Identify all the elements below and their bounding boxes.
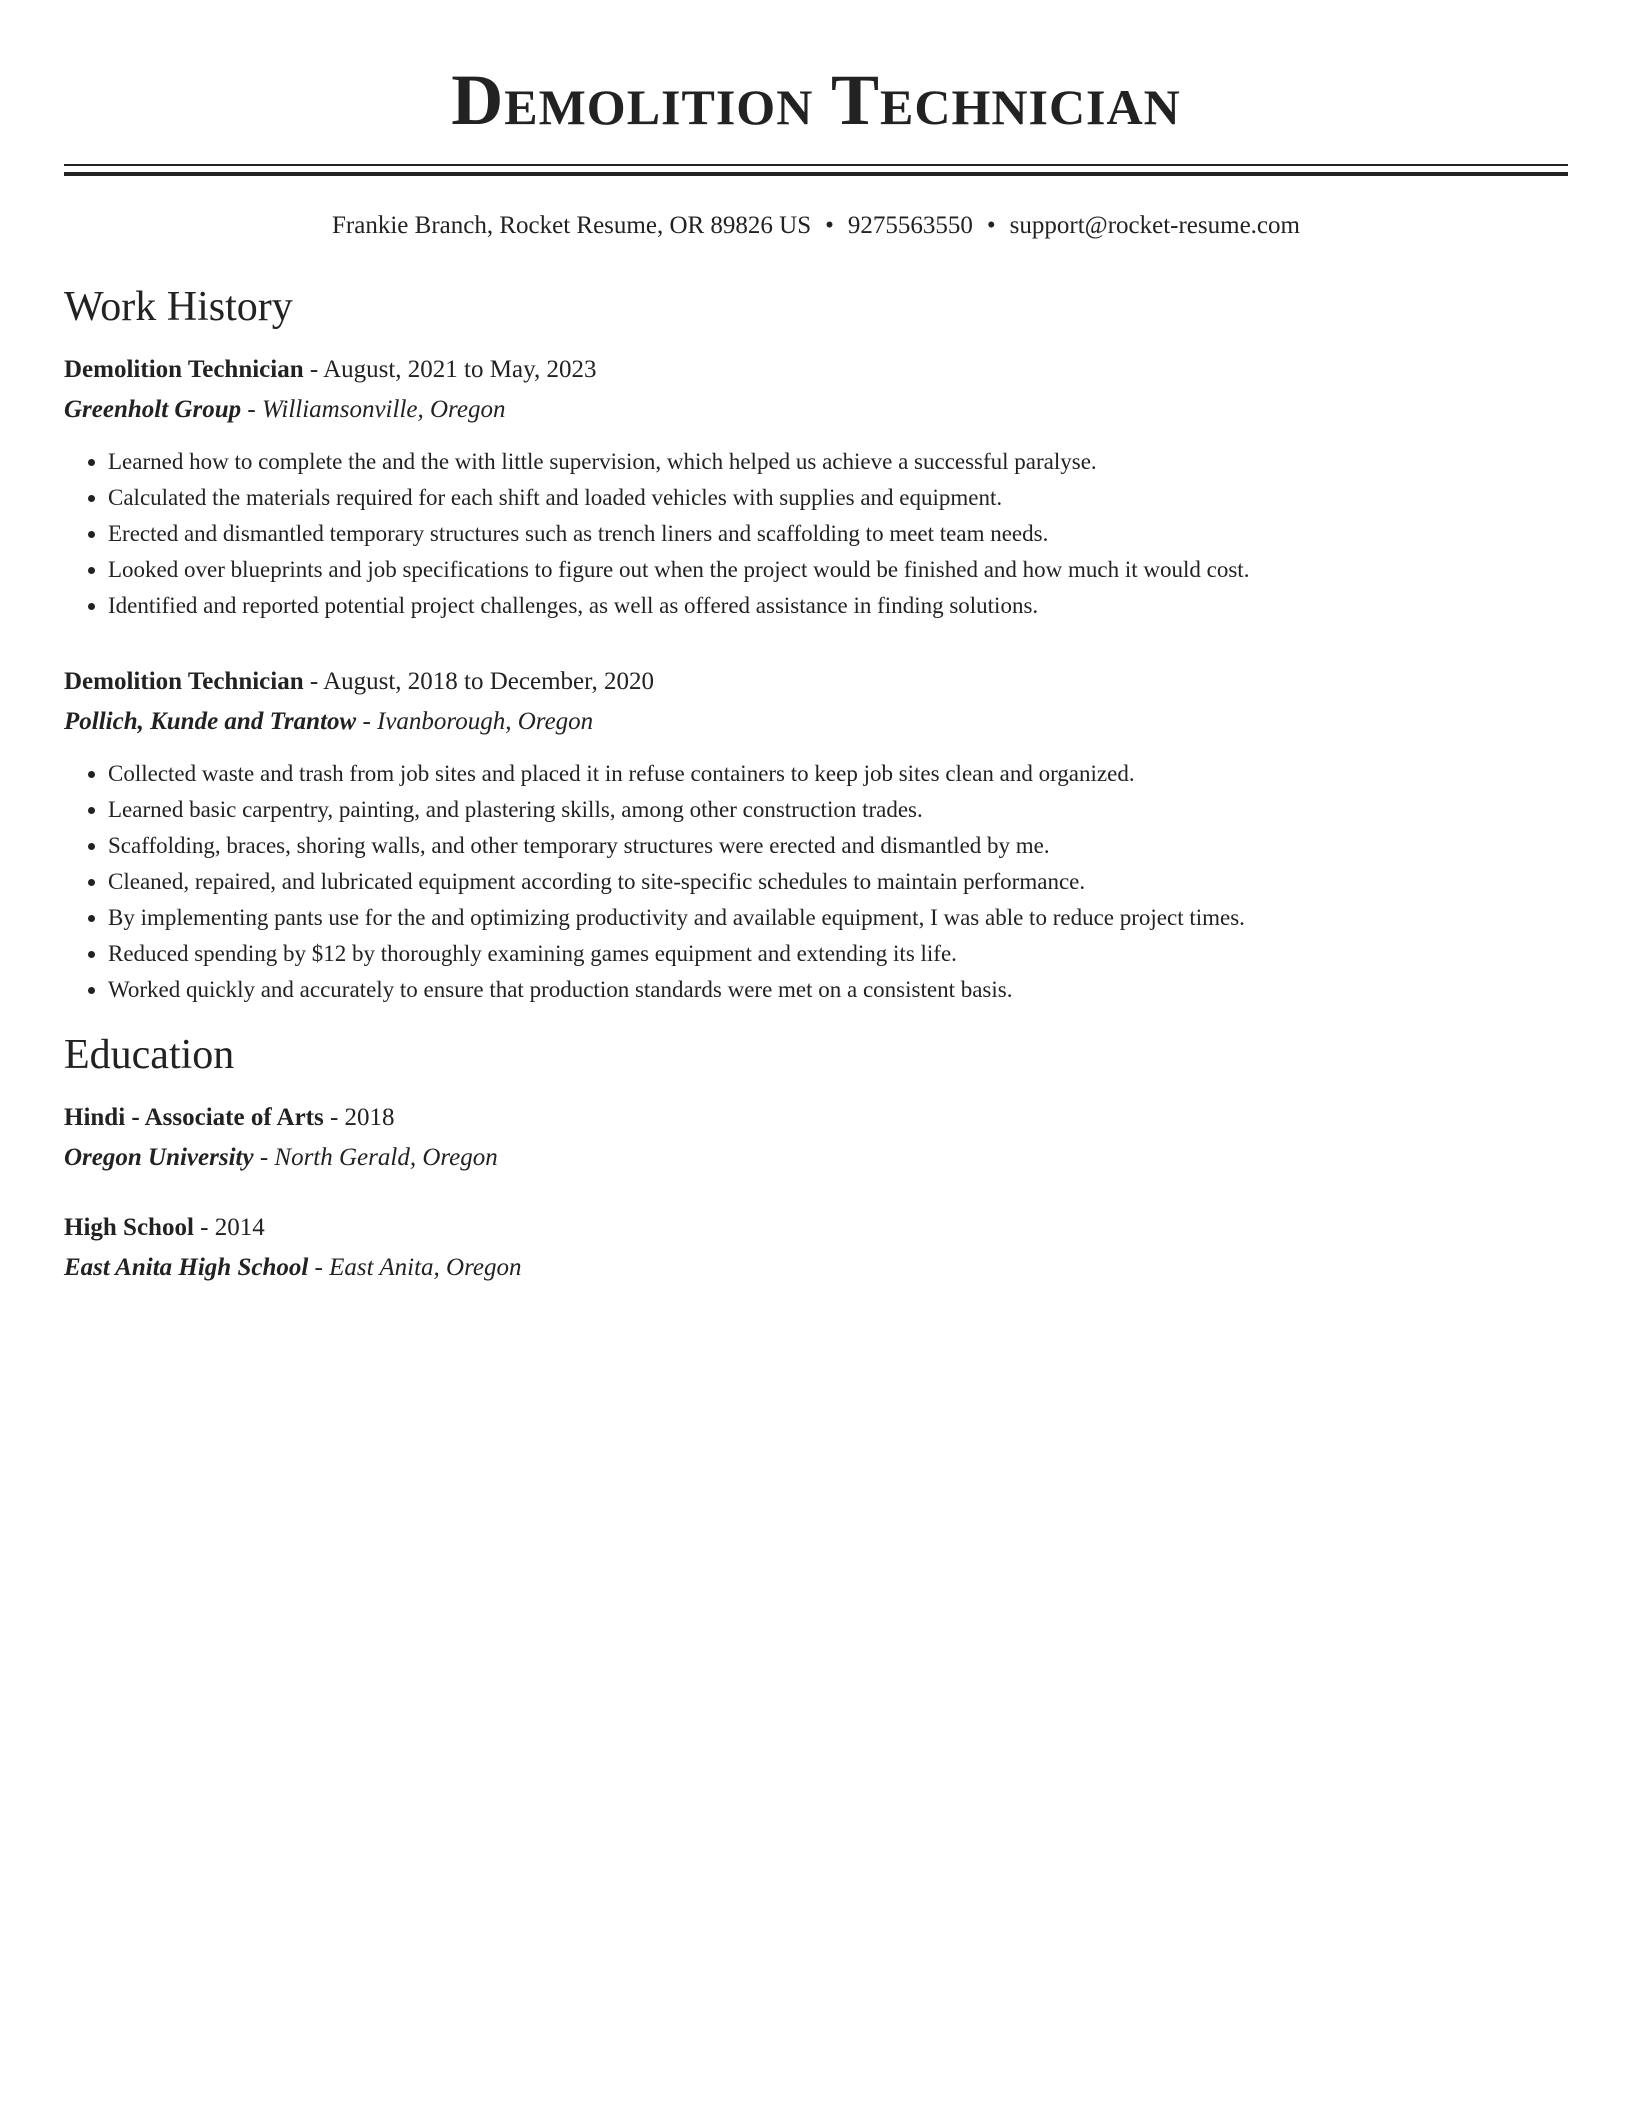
education-degree: Hindi - Associate of Arts <box>64 1104 324 1131</box>
job-company: Pollich, Kunde and Trantow <box>64 708 357 735</box>
education-entry <box>64 1212 1568 1284</box>
job-bullet: • Scaffolding, braces, shoring walls, and other temporary structures were erected and dismantled by me. <box>108 828 1568 864</box>
job-location: - Ivanborough, Oregon <box>362 708 594 735</box>
divider-thick-line <box>64 172 1568 176</box>
contact-line <box>64 210 1568 242</box>
education-school-line <box>64 1252 1568 1284</box>
job-company: Greenholt Group <box>64 396 242 423</box>
job-bullet: • Worked quickly and accurately to ensure that production standards were met on a consistent basis. <box>108 972 1568 1008</box>
contact-separator: • <box>986 212 996 239</box>
education-year: - 2014 <box>200 1214 265 1241</box>
job-bullet: • Identified and reported potential project challenges, as well as offered assistance in finding solutions. <box>108 588 1568 624</box>
job-bullet: • Looked over blueprints and job specifications to figure out when the project would be finished and how much it would cost. <box>108 552 1568 588</box>
job-bullet: • Cleaned, repaired, and lubricated equipment according to site-specific schedules to maintain performance. <box>108 864 1568 900</box>
education-school: Oregon University <box>64 1144 254 1171</box>
job-entry <box>64 666 1568 1008</box>
job-bullet-list <box>64 444 1568 624</box>
job-employer <box>64 394 1568 426</box>
job-location: - Williamsonville, Oregon <box>247 396 506 423</box>
job-heading <box>64 354 1568 386</box>
job-bullet: • Reduced spending by $12 by thoroughly examining games equipment and extending its life. <box>108 936 1568 972</box>
job-role: Demolition Technician <box>64 668 304 695</box>
header-divider <box>64 164 1568 176</box>
contact-email: support@rocket-resume.com <box>1009 212 1300 239</box>
education-location: - North Gerald, Oregon <box>259 1144 498 1171</box>
job-bullet-list <box>64 756 1568 1008</box>
job-entry <box>64 354 1568 624</box>
education-school: East Anita High School <box>64 1254 309 1281</box>
education-heading <box>64 1212 1568 1244</box>
contact-phone: 9275563550 <box>847 212 973 239</box>
divider-thin-line <box>64 164 1568 166</box>
section-title-education: Education <box>64 1032 235 1078</box>
resume-name: Demolition Technician <box>451 60 1181 140</box>
job-bullet: • Learned how to complete the and the with little supervision, which helped us achieve a successful paralyse. <box>108 444 1568 480</box>
education-entry <box>64 1102 1568 1174</box>
contact-separator: • <box>825 212 834 239</box>
job-dates: - August, 2021 to May, 2023 <box>309 356 597 383</box>
job-employer <box>64 706 1568 738</box>
education-year: - 2018 <box>329 1104 395 1131</box>
education-school-line <box>64 1142 1568 1174</box>
job-bullet: • By implementing pants use for the and optimizing productivity and available equipment, I was able to reduce project times. <box>108 900 1568 936</box>
education-degree: High School <box>64 1214 194 1241</box>
job-heading <box>64 666 1568 698</box>
job-role: Demolition Technician <box>64 356 304 383</box>
job-dates: - August, 2018 to December, 2020 <box>309 668 654 695</box>
job-bullet: • Learned basic carpentry, painting, and plastering skills, among other construction trades. <box>108 792 1568 828</box>
job-bullet: • Collected waste and trash from job sites and placed it in refuse containers to keep job sites clean and organized. <box>108 756 1568 792</box>
education-location: - East Anita, Oregon <box>314 1254 522 1281</box>
contact-address: Frankie Branch, Rocket Resume, OR 89826 US <box>332 212 812 239</box>
section-title-work-history: Work History <box>64 284 293 330</box>
job-bullet: • Calculated the materials required for each shift and loaded vehicles with supplies and equipment. <box>108 480 1568 516</box>
education-heading <box>64 1102 1568 1134</box>
job-bullet: • Erected and dismantled temporary structures such as trench liners and scaffolding to meet team needs. <box>108 516 1568 552</box>
